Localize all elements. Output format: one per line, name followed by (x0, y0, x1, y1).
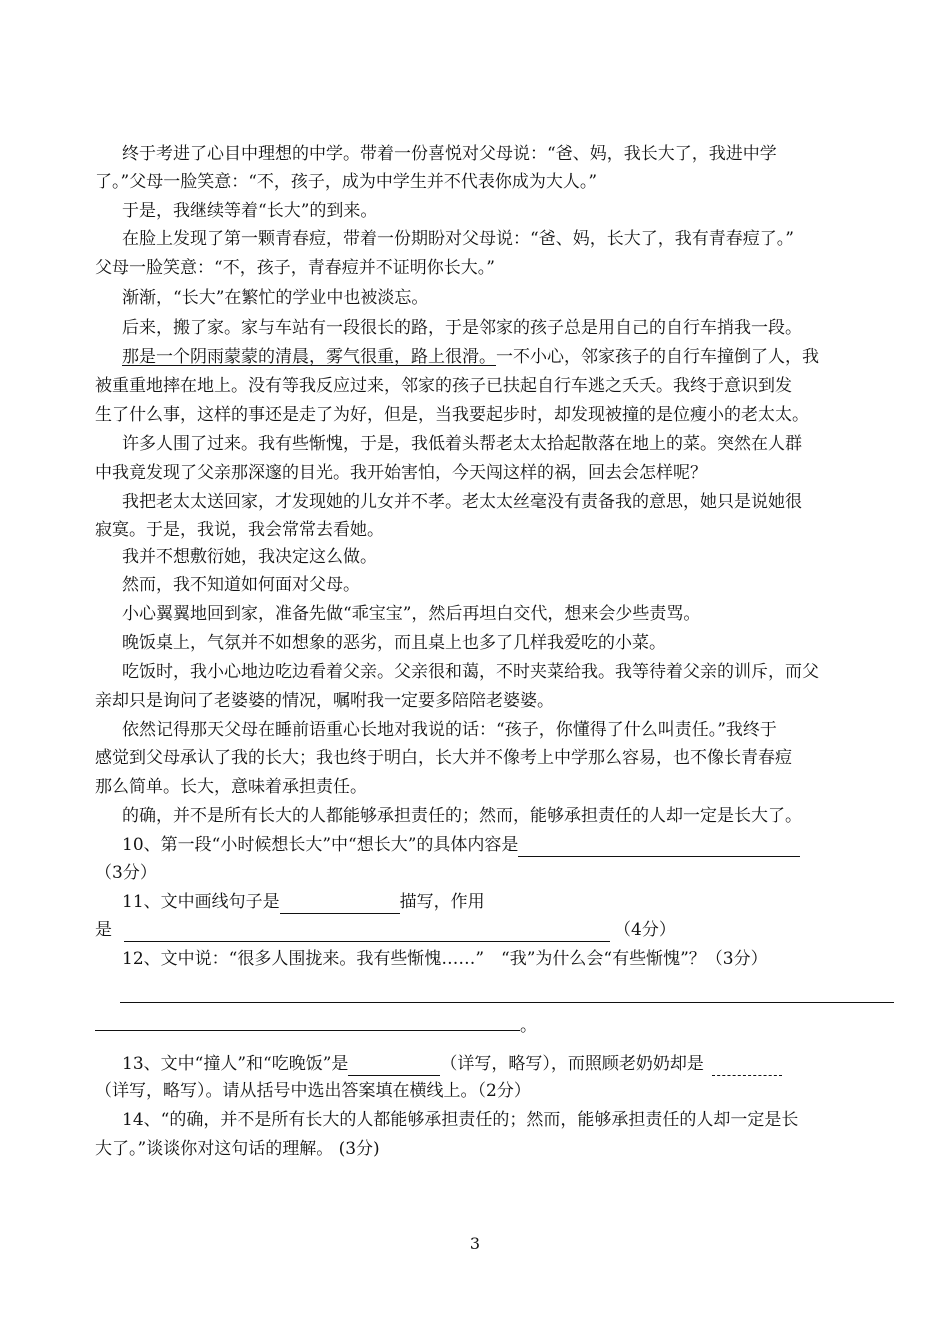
question-text: 10、第一段“小时候想长大”中“想长大”的具体内容是 (122, 835, 519, 855)
answer-blank[interactable] (518, 840, 800, 857)
question-11-cont (95, 918, 676, 942)
question-text: 描写，作用 (399, 892, 485, 912)
underlined-sentence: 那是一个阴雨蒙蒙的清晨，雾气很重，路上很滑。 (122, 347, 496, 367)
paragraph-line: 我把老太太送回家，才发现她的儿女并不孝。老太太丝毫没有责备我的意思，她只是说她很 (122, 492, 802, 512)
answer-blank[interactable] (280, 897, 400, 914)
paragraph-line: 那么简单。长大，意味着承担责任。 (95, 777, 367, 797)
answer-blank-dashed[interactable] (712, 1061, 782, 1076)
paragraph-line: 中我竟发现了父亲那深邃的目光。我开始害怕，今天闯这样的祸，回去会怎样呢？ (95, 463, 707, 483)
paragraph-line: 依然记得那天父母在睡前语重心长地对我说的话：“孩子，你懂得了什么叫责任。”我终于 (122, 720, 777, 740)
paragraph-line: 父母一脸笑意：“不，孩子，青春痘并不证明你长大。” (95, 258, 495, 278)
paragraph-line: 我并不想敷衍她，我决定这么做。 (122, 547, 377, 567)
paragraph-line: 生了什么事，这样的事还是走了为好，但是，当我要起步时，却发现被撞的是位瘦小的老太太。 (95, 405, 809, 425)
question-14: 14、“的确，并不是所有长大的人都能够承担责任的；然而，能够承担责任的人却一定是长 (122, 1110, 799, 1130)
question-text: 13、文中“撞人”和“吃晚饭”是 (122, 1054, 349, 1074)
paragraph-line: 了。”父母一脸笑意：“不，孩子，成为中学生并不代表你成为大人。” (95, 172, 598, 192)
paragraph-line: 被重重地摔在地上。没有等我反应过来，邻家的孩子已扶起自行车逃之夭夭。我终于意识到发 (95, 376, 792, 396)
question-13 (122, 1052, 782, 1076)
question-score: （4分） (614, 920, 676, 940)
period-mark: 。 (520, 1016, 537, 1036)
answer-line[interactable] (95, 1030, 520, 1031)
page-number: 3 (469, 1234, 481, 1253)
question-score: （3分） (95, 863, 157, 883)
question-13-cont: （详写，略写）。请从括号中选出答案填在横线上。（2分） (95, 1081, 531, 1101)
question-text: 11、文中画线句子是 (122, 892, 280, 912)
paragraph-line: 许多人围了过来。我有些惭愧，于是，我低着头帮老太太拾起散落在地上的菜。突然在人群 (122, 434, 802, 454)
question-11 (122, 890, 485, 914)
paragraph-line: 亲却只是询问了老婆婆的情况，嘱咐我一定要多陪陪老婆婆。 (95, 691, 554, 711)
paragraph-line: 感觉到父母承认了我的长大；我也终于明白，长大并不像考上中学那么容易，也不像长青春痘 (95, 748, 792, 768)
question-text: 是 (95, 920, 112, 940)
question-14-cont: 大了。”谈谈你对这句话的理解。 (3分) (95, 1139, 380, 1159)
paragraph-line: 终于考进了心目中理想的中学。带着一份喜悦对父母说：“爸、妈，我长大了，我进中学 (122, 144, 777, 164)
paragraph-line (122, 345, 819, 369)
paragraph-line: 后来，搬了家。家与车站有一段很长的路，于是邻家的孩子总是用自己的自行车捎我一段。 (122, 318, 802, 338)
paragraph-line: 的确，并不是所有长大的人都能够承担责任的；然而，能够承担责任的人却一定是长大了。 (122, 806, 802, 826)
question-12: 12、文中说：“很多人围拢来。我有些惭愧……” “我”为什么会“有些惭愧”？（3分） (122, 949, 768, 969)
answer-blank[interactable] (124, 925, 610, 942)
paragraph-line: 吃饭时，我小心地边吃边看着父亲。父亲很和蔼，不时夹菜给我。我等待着父亲的训斥，而父 (122, 662, 819, 682)
paragraph-line: 然而，我不知道如何面对父母。 (122, 575, 360, 595)
question-10 (122, 833, 800, 857)
paragraph-text: 一不小心，邻家孩子的自行车撞倒了人，我 (496, 347, 819, 367)
answer-line[interactable] (120, 1002, 894, 1003)
paragraph-line: 小心翼翼地回到家，准备先做“乖宝宝”，然后再坦白交代，想来会少些责骂。 (122, 604, 701, 624)
answer-blank[interactable] (348, 1059, 440, 1076)
paragraph-line: 寂寞。于是，我说，我会常常去看她。 (95, 520, 384, 540)
paragraph-line: 于是，我继续等着“长大”的到来。 (122, 201, 378, 221)
paragraph-line: 在脸上发现了第一颗青春痘，带着一份期盼对父母说：“爸、妈，长大了，我有青春痘了。” (122, 229, 794, 249)
paragraph-line: 晚饭桌上，气氛并不如想象的恶劣，而且桌上也多了几样我爱吃的小菜。 (122, 633, 666, 653)
question-text: （详写，略写），而照顾老奶奶却是 (440, 1054, 704, 1074)
paragraph-line: 渐渐，“长大”在繁忙的学业中也被淡忘。 (122, 288, 429, 308)
